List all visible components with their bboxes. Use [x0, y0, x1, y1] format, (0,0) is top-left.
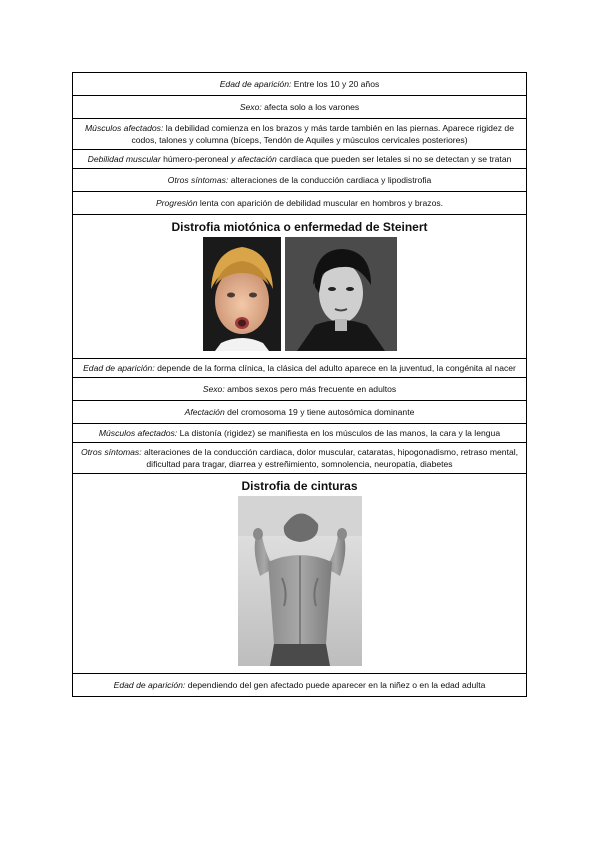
- row-weakness-1: [73, 150, 527, 169]
- value: La distonía (rigidez) se manifiesta en los músculos de las manos, la cara y la lengua: [179, 428, 501, 438]
- row-sex-1: [73, 96, 527, 119]
- value: alteraciones de la conducción cardiaca y lipodistrofia: [230, 175, 432, 185]
- row-muscles-2: [73, 424, 527, 443]
- value: la debilidad comienza en los brazos y más tarde también en las piernas. Aparece rigidez de codos, talones y columna (bíceps, Tendón de Aquiles y músculos cervicales posteriores): [131, 123, 514, 145]
- value: alteraciones de la conducción cardiaca, dolor muscular, cataratas, hipogonadismo, retraso mental, dificultad para tragar, diarrea y estreñimiento, somnolencia, neuropatía, diabetes: [144, 447, 519, 469]
- label: Progresión: [155, 198, 198, 208]
- row-progression-1: [73, 192, 527, 215]
- row-muscles-1: [73, 119, 527, 150]
- section-steinert: [73, 215, 527, 359]
- value: del cromosoma 19 y tiene autosómica dominante: [227, 407, 415, 417]
- value: ambos sexos pero más frecuente en adultos: [227, 384, 397, 394]
- value: dependiendo del gen afectado puede aparecer en la niñez o en la edad adulta: [187, 680, 486, 690]
- row-other-symptoms-2: [73, 443, 527, 474]
- row-age-onset-2: [73, 359, 527, 378]
- label: Edad de aparición:: [83, 363, 155, 373]
- info-table: [72, 72, 527, 697]
- photo-row: [77, 237, 522, 351]
- section-cinturas: [73, 474, 527, 674]
- label: Sexo:: [239, 102, 262, 112]
- section-title: Distrofia de cinturas: [241, 479, 358, 493]
- label: Debilidad muscular: [87, 154, 161, 164]
- label: Otros síntomas:: [167, 175, 229, 185]
- value: lenta con aparición de debilidad muscular en hombros y brazos.: [199, 198, 444, 208]
- label: Edad de aparición:: [219, 79, 292, 89]
- row-affectation-2: [73, 401, 527, 424]
- photo-child: [203, 237, 281, 351]
- row-age-onset-1: [73, 73, 527, 96]
- label: Afectación: [184, 407, 225, 417]
- label: Sexo:: [202, 384, 225, 394]
- label: Otros síntomas:: [80, 447, 142, 457]
- section-title: Distrofia miotónica o enfermedad de Steinert: [171, 220, 428, 234]
- label-2: y afectación: [230, 154, 277, 164]
- photo-young-man: [285, 237, 397, 351]
- value: Entre los 10 y 20 años: [293, 79, 380, 89]
- value-2: cardíaca que pueden ser letales si no se detectan y se tratan: [279, 154, 512, 164]
- photo-back: [238, 496, 362, 666]
- label: Edad de aparición:: [113, 680, 186, 690]
- row-sex-2: [73, 378, 527, 401]
- label: Músculos afectados:: [85, 123, 164, 133]
- row-age-onset-3: [73, 674, 527, 697]
- label: Músculos afectados:: [98, 428, 178, 438]
- row-other-symptoms-1: [73, 169, 527, 192]
- value: depende de la forma clínica, la clásica del adulto aparece en la juventud, la congénita al nacer: [157, 363, 516, 373]
- value: húmero-peroneal: [163, 154, 229, 164]
- value: afecta solo a los varones: [264, 102, 360, 112]
